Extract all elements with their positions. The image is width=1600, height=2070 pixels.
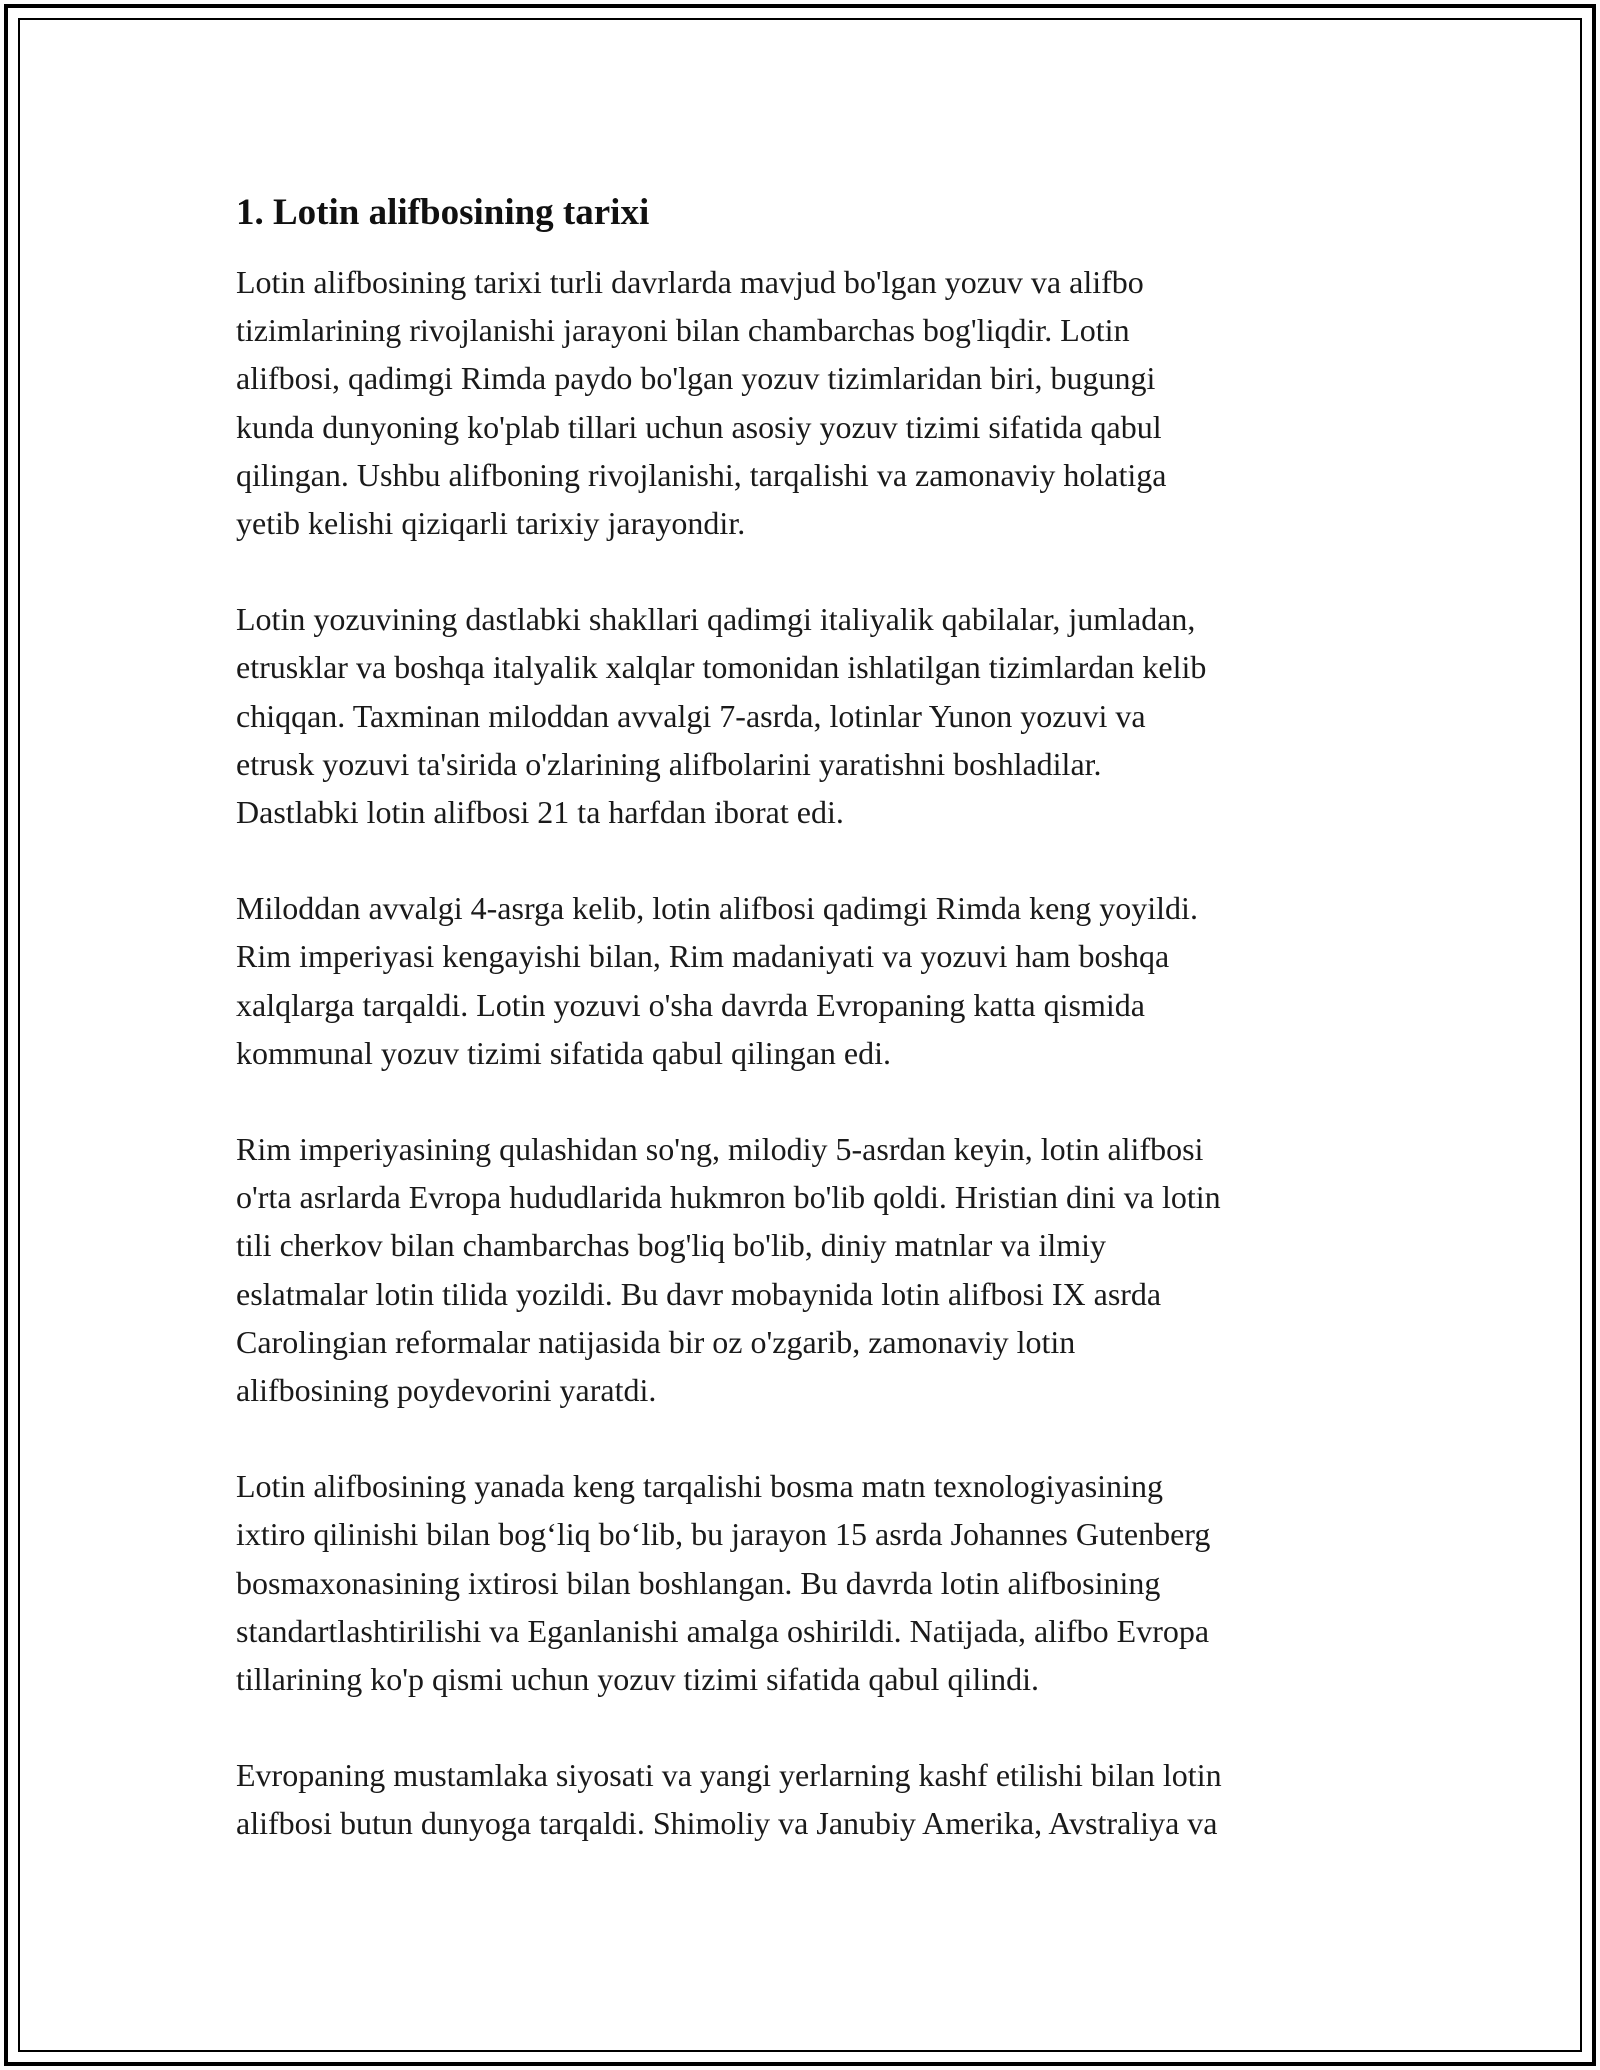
text-line: etrusk yozuvi ta'sirida o'zlarining alifbolarini yaratishni boshladilar. bbox=[236, 745, 1102, 782]
text-line: standartlashtirilishi va Eganlanishi amalga oshirildi. Natijada, alifbo Evropa bbox=[236, 1612, 1210, 1649]
text-line: etrusklar va boshqa italyalik xalqlar tomonidan ishlatilgan tizimlardan kelib bbox=[236, 649, 1207, 686]
text-line: bosmaxonasining ixtirosi bilan boshlangan. Bu davrda lotin alifbosining bbox=[236, 1564, 1161, 1601]
text-line: Carolingian reformalar natijasida bir oz o'zgarib, zamonaviy lotin bbox=[236, 1323, 1076, 1360]
text-line: kunda dunyoning ko'plab tillari uchun asosiy yozuv tizimi sifatida qabul bbox=[236, 408, 1162, 445]
text-line: kommunal yozuv tizimi sifatida qabul qilingan edi. bbox=[236, 1034, 891, 1071]
text-line: tizimlarining rivojlanishi jarayoni bilan chambarchas bog'liqdir. Lotin bbox=[236, 312, 1130, 349]
text-line: xalqlarga tarqaldi. Lotin yozuvi o'sha davrda Evropaning katta qismida bbox=[236, 986, 1145, 1023]
text-line: tili cherkov bilan chambarchas bog'liq bo'lib, diniy matnlar va ilmiy bbox=[236, 1227, 1106, 1264]
text-line: eslatmalar lotin tilida yozildi. Bu davr mobaynida lotin alifbosi IX asrda bbox=[236, 1275, 1162, 1312]
paragraph bbox=[236, 595, 1386, 836]
text-line: Miloddan avvalgi 4-asrga kelib, lotin alifbosi qadimgi Rimda keng yoyildi. bbox=[236, 890, 1198, 927]
text-line: Lotin alifbosining tarixi turli davrlarda mavjud bo'lgan yozuv va alifbo bbox=[236, 264, 1144, 300]
paragraph bbox=[236, 1751, 1386, 1847]
text-line: alifbosining poydevorini yaratdi. bbox=[236, 1372, 657, 1409]
text-line: Evropaning mustamlaka siyosati va yangi yerlarning kashf etilishi bilan lotin bbox=[236, 1757, 1222, 1794]
text-line: Rim imperiyasining qulashidan so'ng, milodiy 5-asrdan keyin, lotin alifbosi bbox=[236, 1131, 1204, 1168]
text-line: yetib kelishi qiziqarli tarixiy jarayondir. bbox=[236, 505, 746, 542]
text-line: alifbosi butun dunyoga tarqaldi. Shimoliy va Janubiy Amerika, Avstraliya va bbox=[236, 1805, 1218, 1842]
section-heading: 1. Lotin alifbosining tarixi bbox=[236, 192, 650, 233]
paragraph-list bbox=[236, 258, 1386, 1848]
text-line: alifbosi, qadimgi Rimda paydo bo'lgan yozuv tizimlaridan biri, bugungi bbox=[236, 360, 1156, 397]
paragraph bbox=[236, 884, 1386, 1077]
text-line: Lotin yozuvining dastlabki shakllari qadimgi italiyalik qabilalar, jumladan, bbox=[236, 601, 1196, 638]
text-line: Rim imperiyasi kengayishi bilan, Rim madaniyati va yozuvi ham boshqa bbox=[236, 938, 1170, 975]
text-line: chiqqan. Taxminan miloddan avvalgi 7-asrda, lotinlar Yunon yozuvi va bbox=[236, 697, 1146, 734]
text-line: Lotin alifbosining yanada keng tarqalishi bosma matn texnologiyasining bbox=[236, 1468, 1163, 1505]
text-line: qilingan. Ushbu alifboning rivojlanishi, tarqalishi va zamonaviy holatiga bbox=[236, 456, 1167, 493]
text-line: tillarining ko'p qismi uchun yozuv tizimi sifatida qabul qilindi. bbox=[236, 1661, 1039, 1698]
paragraph bbox=[236, 1462, 1386, 1703]
text-line: o'rta asrlarda Evropa hududlarida hukmron bo'lib qoldi. Hristian dini va lotin bbox=[236, 1179, 1221, 1216]
text-line: ixtiro qilinishi bilan bog‘liq bo‘lib, bu jarayon 15 asrda Johannes Gutenberg bbox=[236, 1516, 1211, 1553]
paragraph bbox=[236, 1125, 1386, 1414]
document-content bbox=[236, 186, 1386, 1896]
text-line: Dastlabki lotin alifbosi 21 ta harfdan iborat edi. bbox=[236, 794, 844, 831]
paragraph bbox=[236, 258, 1386, 547]
